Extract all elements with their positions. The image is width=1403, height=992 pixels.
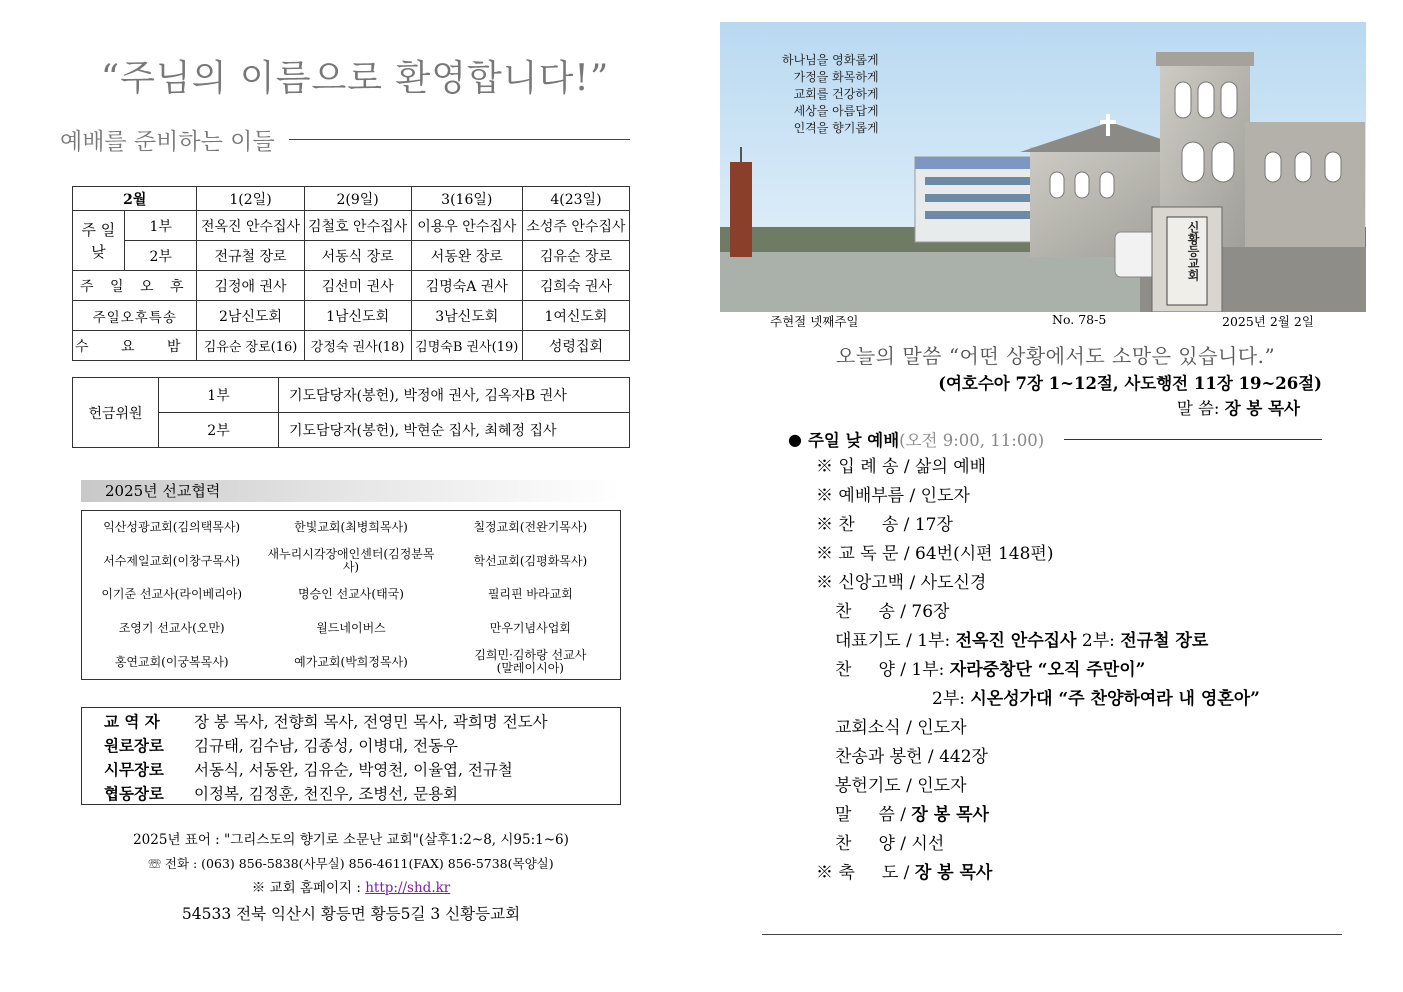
church-footer <box>81 828 621 926</box>
mission-item: 조영기 선교사(오만) <box>118 621 225 636</box>
row-label: 1부 <box>124 211 197 241</box>
order-item <box>816 482 1260 511</box>
order-item <box>816 511 1260 540</box>
order-label: 봉헌기도 / <box>835 776 918 796</box>
church-mottos <box>782 52 879 137</box>
cell: 전옥진 안수집사 <box>197 211 304 241</box>
order-value: 17장 <box>914 515 953 535</box>
order-value: 삶의 예배 <box>915 457 987 477</box>
motto-line: 하나님을 영화롭게 <box>782 53 879 67</box>
mission-item: 학선교회(김평화목사) <box>473 553 588 568</box>
order-label: 찬 송 / <box>835 602 912 622</box>
church-photo <box>720 22 1366 312</box>
order-part: 2부: <box>1076 631 1121 651</box>
mission-list <box>81 510 621 680</box>
worship-title: 주일 낮 예배 <box>807 431 900 450</box>
staff-role: 시무장로 <box>104 760 164 779</box>
mission-item: 서수제일교회(이창구목사) <box>103 553 241 568</box>
order-item <box>816 453 1260 482</box>
reference-mark: ※ <box>816 457 839 477</box>
order-value: 인도자 <box>920 486 970 506</box>
mission-item: 필리핀 바라교회 <box>487 587 573 602</box>
cell: 1여신도회 <box>522 301 629 331</box>
order-label: 축 도 / <box>838 863 915 883</box>
preacher-line <box>1177 395 1300 419</box>
order-part: 1부: <box>911 660 950 680</box>
mission-title: 2025년 선교협력 <box>81 480 621 502</box>
staff-list <box>81 707 621 805</box>
schedule-week: 1(2일) <box>197 187 304 211</box>
reference-mark: ※ <box>816 573 839 593</box>
order-label: 신앙고백 / <box>838 573 921 593</box>
motto-line: 가정을 화목하게 <box>793 70 879 84</box>
order-label: 대표기도 / <box>835 631 918 651</box>
mission-item: 만우기념사업회 <box>489 621 571 636</box>
order-item <box>816 772 1260 801</box>
order-label: 찬 양 / <box>835 660 912 680</box>
staff-names: 이정복, 김정훈, 천진우, 조병선, 문용회 <box>194 785 459 803</box>
schedule-row <box>73 271 630 301</box>
order-value: 사도신경 <box>920 573 987 593</box>
offering-part: 1부 <box>159 378 279 413</box>
mission-item: 예가교회(박희정목사) <box>294 654 408 669</box>
schedule-row <box>73 241 630 271</box>
mission-item: 월드네이버스 <box>316 621 386 636</box>
order-item <box>816 598 1260 627</box>
cell: 강정숙 권사(18) <box>304 331 411 361</box>
church-sign: 신황등교회 <box>1186 221 1200 281</box>
prep-heading-text: 예배를 준비하는 이들 <box>60 129 275 155</box>
bulletin-number: No. 78-5 <box>1052 312 1107 327</box>
sunday-label-text: 주 일 낮 <box>81 220 116 261</box>
row-label: 2부 <box>124 241 197 271</box>
order-item <box>816 830 1260 859</box>
order-label: 찬송과 봉헌 / <box>835 747 940 767</box>
sermon-title: 오늘의 말씀 “어떤 상황에서도 소망은 있습니다.” <box>836 344 1276 368</box>
preacher-label: 말 씀: <box>1176 399 1225 418</box>
staff-role: 교 역 자 <box>104 712 160 731</box>
order-item <box>816 540 1260 569</box>
homepage-line <box>81 876 621 900</box>
motto-line: 인격을 향기롭게 <box>793 121 879 135</box>
heading-rule <box>289 139 630 140</box>
order-value: 전옥진 안수집사 <box>955 631 1077 651</box>
schedule-table <box>72 186 630 361</box>
mission-item: 이기준 선교사(라이베리아) <box>101 587 243 602</box>
order-item <box>816 685 1260 714</box>
offering-names: 기도담당자(봉헌), 박현순 집사, 최혜정 집사 <box>279 413 630 448</box>
mission-item: 김희민·김하랑 선교사 (말레이시아) <box>474 648 587 676</box>
order-item <box>816 569 1260 598</box>
mission-item: 칠정교회(전완기목사) <box>473 520 588 535</box>
order-label: 교 독 문 / <box>838 544 916 564</box>
cell: 전규철 장로 <box>197 241 304 271</box>
order-value: 시선 <box>911 834 945 854</box>
reference-mark: ※ <box>816 863 839 883</box>
mission-item: 새누리시각장애인센터(김정분목사) <box>267 547 435 575</box>
order-label: 입 례 송 / <box>838 457 916 477</box>
order-label: 찬 양 / <box>835 834 912 854</box>
liturgical-season: 주현절 넷째주일 <box>770 314 859 329</box>
cell: 김철호 안수집사 <box>304 211 411 241</box>
order-value: 인도자 <box>917 718 967 738</box>
right-page <box>720 22 1370 982</box>
phone-info: ☏ 전화 : (063) 856-5838(사무실) 856-4611(FAX) 856-5738(목양실) <box>148 856 554 871</box>
staff-row <box>104 734 620 758</box>
staff-role: 협동장로 <box>104 784 164 803</box>
heading-rule <box>1064 439 1322 440</box>
homepage-link[interactable]: http://shd.kr <box>365 880 451 896</box>
order-label: 예배부름 / <box>838 486 921 506</box>
order-label: 찬 송 / <box>838 515 915 535</box>
order-item <box>816 627 1260 656</box>
motto-line: 교회를 건강하게 <box>793 87 879 101</box>
staff-names: 서동식, 서동완, 김유순, 박영천, 이율엽, 전규철 <box>194 761 513 779</box>
church-address: 54533 전북 익산시 황등면 황등5길 3 신황등교회 <box>181 905 521 923</box>
prep-heading <box>60 123 640 156</box>
order-part: 2부: <box>932 689 971 709</box>
schedule-row <box>73 301 630 331</box>
mission-item: 익산성광교회(김의택목사) <box>103 520 241 535</box>
order-value: 인도자 <box>917 776 967 796</box>
cell: 소성주 안수집사 <box>522 211 629 241</box>
schedule-row <box>73 211 630 241</box>
order-item <box>816 743 1260 772</box>
worship-time: (오전 9:00, 11:00) <box>899 431 1045 450</box>
schedule-month: 2월 <box>73 187 197 211</box>
mission-item: 홍연교회(이궁복목사) <box>114 654 229 669</box>
order-label: 교회소식 / <box>835 718 918 738</box>
order-label: 말 씀 / <box>835 805 912 825</box>
cell: 성령집회 <box>522 331 629 361</box>
cell: 김유순 장로(16) <box>197 331 304 361</box>
staff-names: 김규태, 김수남, 김종성, 이병대, 전동우 <box>194 737 459 755</box>
cell: 1남신도회 <box>304 301 411 331</box>
row-label: 주일오후특송 <box>73 301 197 331</box>
cell: 서동완 장로 <box>411 241 522 271</box>
mission-item: 명승인 선교사(태국) <box>298 587 404 602</box>
order-value: 76장 <box>911 602 950 622</box>
order-item <box>816 801 1260 830</box>
schedule-week: 4(23일) <box>522 187 629 211</box>
scripture-reference: (여호수아 7장 1~12절, 사도행전 11장 19~26절) <box>938 374 1322 393</box>
left-page <box>60 50 640 923</box>
mission-item: 한빛교회(최병희목사) <box>294 520 408 535</box>
staff-row <box>104 782 620 806</box>
order-item <box>816 714 1260 743</box>
order-value: 64번(시편 148편) <box>915 544 1054 564</box>
homepage-label: ※ 교회 홈페이지 : <box>251 880 366 896</box>
offering-table <box>72 377 630 448</box>
reference-mark: ※ <box>816 515 839 535</box>
cell: 서동식 장로 <box>304 241 411 271</box>
cell: 김명숙B 권사(19) <box>411 331 522 361</box>
cell: 이용우 안수집사 <box>411 211 522 241</box>
cell: 김선미 권사 <box>304 271 411 301</box>
cell: 2남신도회 <box>197 301 304 331</box>
cell: 김명숙A 권사 <box>411 271 522 301</box>
cell: 3남신도회 <box>411 301 522 331</box>
order-value: 자라중창단 “오직 주만이” <box>949 660 1146 680</box>
schedule-week: 3(16일) <box>411 187 522 211</box>
staff-row <box>104 710 620 734</box>
staff-role: 원로장로 <box>104 736 164 755</box>
order-item <box>816 656 1260 685</box>
order-value: 장 봉 목사 <box>914 863 993 883</box>
cell: 김희숙 권사 <box>522 271 629 301</box>
offering-part: 2부 <box>159 413 279 448</box>
sunday-label <box>73 211 125 271</box>
staff-names: 장 봉 목사, 전향희 목사, 전영민 목사, 곽희명 전도사 <box>194 713 548 731</box>
bottom-rule <box>762 934 1342 935</box>
bulletin-date: 2025년 2월 2일 <box>1222 314 1314 329</box>
row-label: 수 요 밤 <box>73 331 197 361</box>
preacher-name: 장 봉 목사 <box>1224 399 1300 418</box>
cell: 김유순 장로 <box>522 241 629 271</box>
cell: 김정애 권사 <box>197 271 304 301</box>
worship-heading <box>788 427 1322 451</box>
bullet-icon: ● <box>788 429 802 449</box>
schedule-header-row <box>73 187 630 211</box>
order-value: 전규철 장로 <box>1120 631 1209 651</box>
row-label: 주 일 오 후 <box>73 271 197 301</box>
offering-label: 헌금위원 <box>73 378 159 448</box>
worship-order <box>816 453 1260 888</box>
schedule-row <box>73 331 630 361</box>
offering-row <box>73 378 630 413</box>
order-part: 1부: <box>917 631 956 651</box>
yearly-motto: 2025년 표어 : "그리스도의 향기로 소문난 교회"(살후1:2~8, 시95:1~6) <box>133 832 569 848</box>
reference-mark: ※ <box>816 544 839 564</box>
order-value: 442장 <box>939 747 988 767</box>
order-value: 장 봉 목사 <box>911 805 989 825</box>
motto-line: 세상을 아름답게 <box>793 104 879 118</box>
staff-row <box>104 758 620 782</box>
schedule-week: 2(9일) <box>304 187 411 211</box>
order-value: 시온성가대 “주 찬양하여라 내 영혼아” <box>970 689 1260 709</box>
offering-names: 기도담당자(봉헌), 박정애 권사, 김옥자B 권사 <box>279 378 630 413</box>
reference-mark: ※ <box>816 486 839 506</box>
main-title: “주님의 이름으로 환영합니다!” <box>100 58 610 99</box>
order-item <box>816 859 1260 888</box>
